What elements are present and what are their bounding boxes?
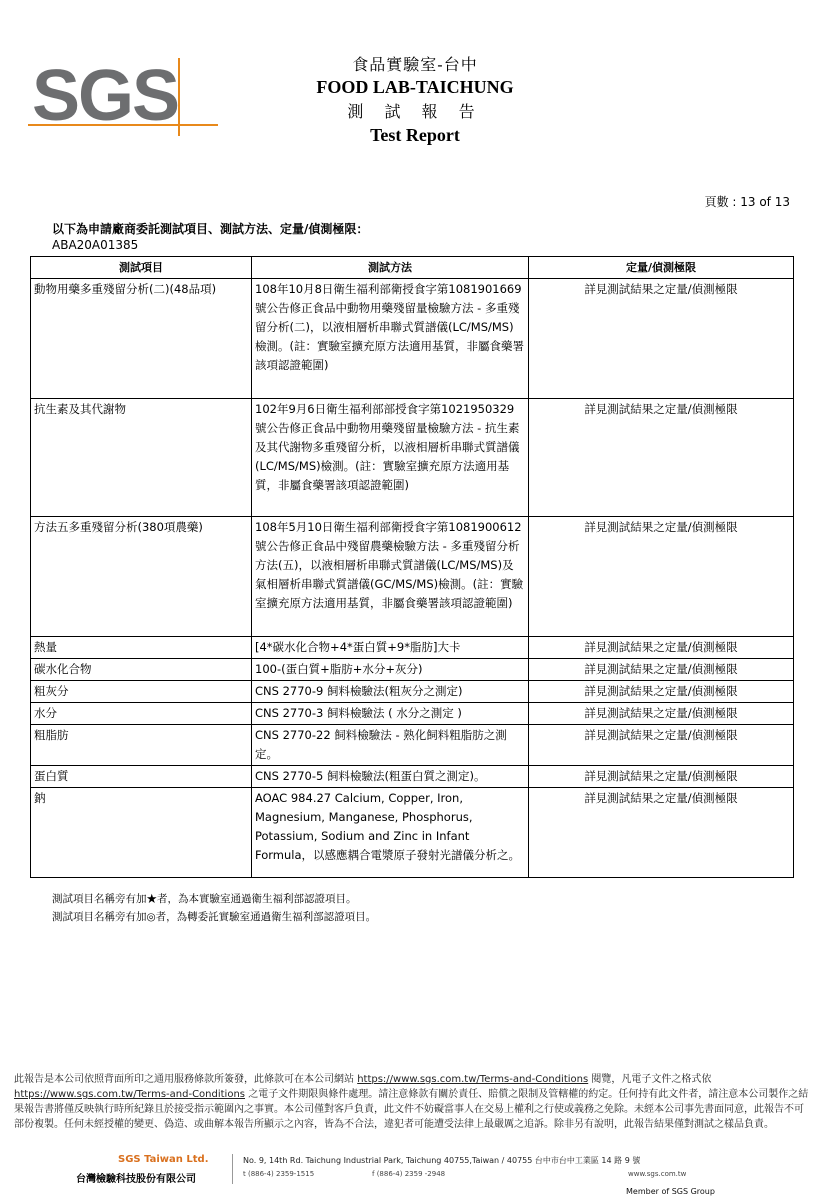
company-name-zh: 台灣檢驗科技股份有限公司 [76, 1174, 196, 1185]
test-method: CNS 2770-3 飼料檢驗法 ( 水分之測定 ) [252, 703, 529, 725]
company-fax: f (886-4) 2359 -2948 [372, 1170, 446, 1178]
footer-divider [232, 1154, 233, 1184]
footer [0, 1150, 822, 1200]
test-item: 粗灰分 [31, 681, 252, 703]
note-star: 測試項目名稱旁有加★者，為本實驗室通過衛生福利部認證項目。 [52, 893, 357, 905]
test-item: 水分 [31, 703, 252, 725]
test-method: CNS 2770-9 飼料檢驗法(粗灰分之測定) [252, 681, 529, 703]
table-row [31, 659, 794, 681]
test-method: 100-(蛋白質+脂肪+水分+灰分) [252, 659, 529, 681]
test-method: AOAC 984.27 Calcium, Copper, Iron, Magnesium, Manganese, Phosphorus, Potassium, Sodium and Zinc in Infant Formula，以感應耦合電漿原子發射光譜儀分析之。 [252, 788, 529, 878]
test-item: 鈉 [31, 788, 252, 878]
table-row [31, 399, 794, 517]
test-limit: 詳見測試結果之定量/偵測極限 [529, 788, 794, 878]
table-header-row [31, 257, 794, 279]
test-item: 碳水化合物 [31, 659, 252, 681]
company-address: No. 9, 14th Rd. Taichung Industrial Park, Taichung 40755,Taiwan / 40755 台中市台中工業區 14 路 9 號 [243, 1156, 641, 1165]
test-limit: 詳見測試結果之定量/偵測極限 [529, 279, 794, 399]
company-name-en: SGS Taiwan Ltd. [118, 1154, 209, 1165]
test-limit: 詳見測試結果之定量/偵測極限 [529, 681, 794, 703]
table-row [31, 681, 794, 703]
test-limit: 詳見測試結果之定量/偵測極限 [529, 399, 794, 517]
test-limit: 詳見測試結果之定量/偵測極限 [529, 703, 794, 725]
test-item: 粗脂肪 [31, 725, 252, 766]
table-row [31, 279, 794, 399]
test-methods-table [30, 256, 794, 878]
header-test-item: 測試項目 [31, 257, 252, 279]
disclaimer [14, 1072, 809, 1132]
report-header [300, 54, 530, 146]
svg-text:SGS: SGS [32, 58, 179, 136]
test-item: 熱量 [31, 637, 252, 659]
header-test-method: 測試方法 [252, 257, 529, 279]
table-row [31, 637, 794, 659]
test-item: 抗生素及其代謝物 [31, 399, 252, 517]
table-row [31, 725, 794, 766]
company-website: www.sgs.com.tw [628, 1170, 687, 1178]
test-item: 動物用藥多重殘留分析(二)(48品項) [31, 279, 252, 399]
test-method: 108年10月8日衛生福利部衛授食字第1081901669號公告修正食品中動物用藥殘留量檢驗方法 - 多重殘留分析(二)，以液相層析串聯式質譜儀(LC/MS/MS)檢測。(註：實驗室擴充原方法適用基質，非屬食藥署該項認證範圍) [252, 279, 529, 399]
test-method: CNS 2770-5 飼料檢驗法(粗蛋白質之測定)。 [252, 766, 529, 788]
test-item: 方法五多重殘留分析(380項農藥) [31, 517, 252, 637]
test-limit: 詳見測試結果之定量/偵測極限 [529, 659, 794, 681]
page-number: 頁數 : 13 of 13 [704, 195, 790, 209]
test-method: [4*碳水化合物+4*蛋白質+9*脂肪]大卡 [252, 637, 529, 659]
disclaimer-text-3: 之電子文件期限與條件處理。請注意條款有關於責任、賠償之限制及管轄權的約定。任何持有此文件者，請注意本公司製作之結果報告書將僅反映執行時所紀錄且於接受指示範圍內之事實。本公司僅對客戶負責，此文件不妨礙當事人在交易上權利之行使或義務之免除。未經本公司事先書面同意，此報告不可部份複製。任何未經授權的變更、偽造、或曲解本報告所顯示之內容，皆為不合法，違犯者可能遭受法律上最嚴厲之追訴。除非另有說明，此報告結果僅對測試之樣品負責。 [14, 1089, 809, 1130]
member-of-sgs-group: Member of SGS Group [626, 1187, 715, 1196]
test-method: 108年5月10日衛生福利部衛授食字第1081900612號公告修正食品中殘留農藥檢驗方法 - 多重殘留分析方法(五)，以液相層析串聯式質譜儀(LC/MS/MS)及氣相層析串聯式質譜儀(GC/MS/MS)檢測。(註：實驗室擴充原方法適用基質，非屬食藥署該項認證範圍) [252, 517, 529, 637]
table-row [31, 703, 794, 725]
test-method: CNS 2770-22 飼料檢驗法 - 熟化飼料粗脂肪之測定。 [252, 725, 529, 766]
report-title-en: Test Report [370, 125, 460, 145]
header-limit: 定量/偵測極限 [529, 257, 794, 279]
note-circle: 測試項目名稱旁有加◎者，為轉委託實驗室通過衛生福利部認證項目。 [52, 911, 377, 923]
lab-title-en: FOOD LAB-TAICHUNG [316, 77, 514, 97]
lab-title-zh: 食品實驗室-台中 [352, 55, 478, 74]
disclaimer-text-2: 閱覽，凡電子文件之格式依 [591, 1074, 712, 1085]
test-limit: 詳見測試結果之定量/偵測極限 [529, 766, 794, 788]
table-row [31, 517, 794, 637]
terms-link[interactable]: https://www.sgs.com.tw/Terms-and-Conditions [357, 1074, 589, 1085]
terms-link-2[interactable]: https://www.sgs.com.tw/Terms-and-Conditions [14, 1089, 246, 1100]
intro-text: 以下為申請廠商委託測試項目、測試方法、定量/偵測極限： [52, 222, 369, 236]
company-telephone: t (886-4) 2359-1515 [243, 1170, 315, 1178]
test-limit: 詳見測試結果之定量/偵測極限 [529, 517, 794, 637]
report-number: ABA20A01385 [52, 238, 139, 252]
notes [52, 890, 376, 926]
disclaimer-text-1: 此報告是本公司依照背面所印之通用服務條款所簽發，此條款可在本公司網站 [14, 1074, 354, 1085]
sgs-logo [28, 58, 218, 138]
table-row [31, 766, 794, 788]
test-method: 102年9月6日衛生福利部部授食字第1021950329號公告修正食品中動物用藥殘留量檢驗方法 - 抗生素及其代謝物多重殘留分析，以液相層析串聯式質譜儀(LC/MS/MS)檢測。(註：實驗室擴充原方法適用基質，非屬食藥署該項認證範圍) [252, 399, 529, 517]
report-title-zh: 測 試 報 告 [347, 102, 483, 121]
test-limit: 詳見測試結果之定量/偵測極限 [529, 637, 794, 659]
table-row [31, 788, 794, 878]
test-limit: 詳見測試結果之定量/偵測極限 [529, 725, 794, 766]
test-item: 蛋白質 [31, 766, 252, 788]
